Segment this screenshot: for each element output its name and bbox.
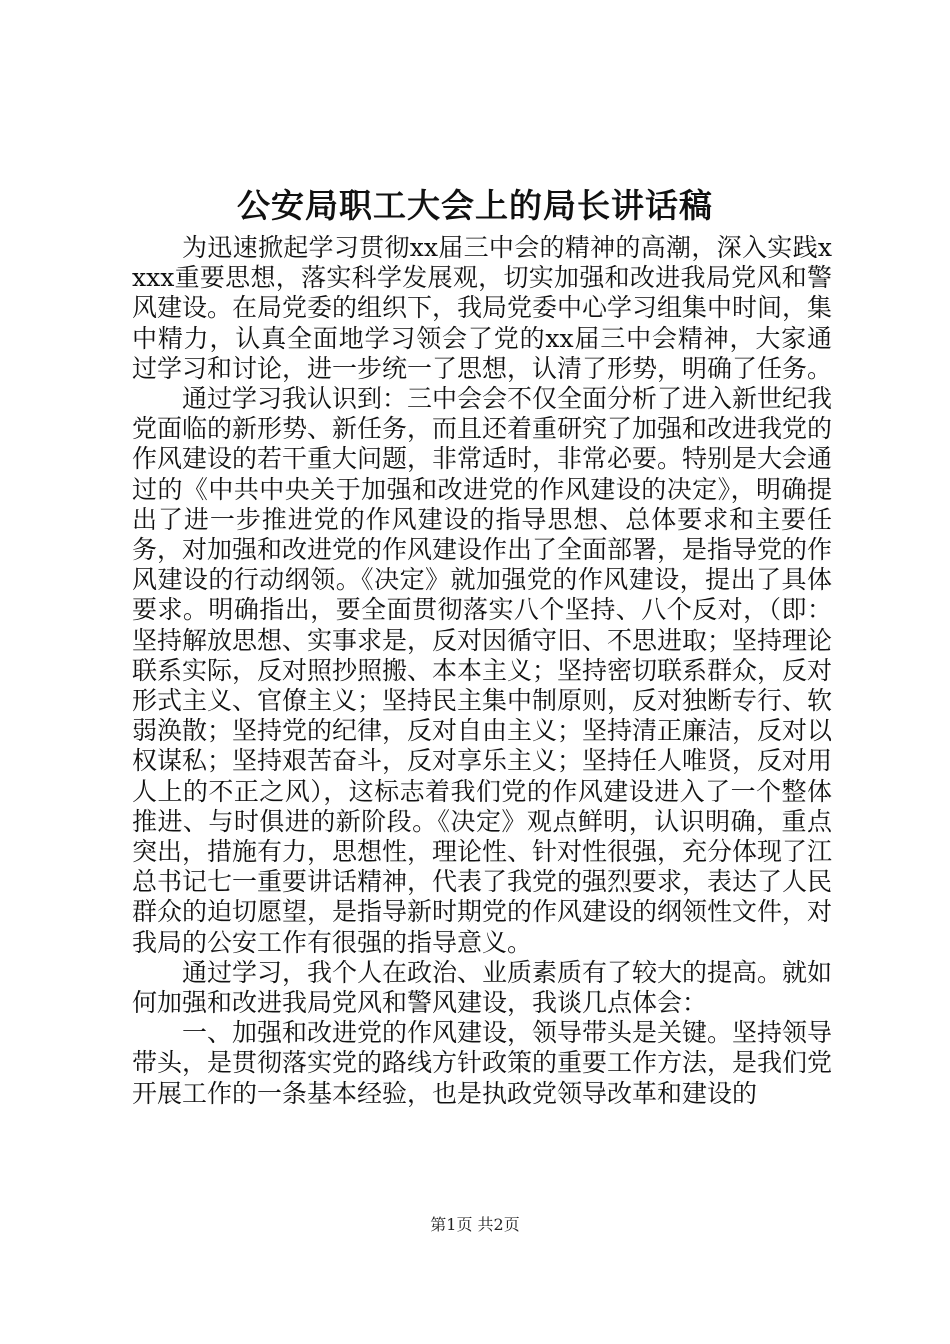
- page-number-footer: 第1页 共2页: [430, 1215, 520, 1234]
- paragraph-1: 为迅速掀起学习贯彻xx届三中会的精神的高潮，深入实践xxxx重要思想，落实科学发展观，切实加强和改进我局党风和警风建设。在局党委的组织下，我局党委中心学习组集中时间，集中精力，认真全面地学习领会了党的xx届三中会精神，大家通过学习和讨论，进一步统一了思想，认清了形势，明确了任务。: [132, 233, 833, 383]
- document-body: [132, 233, 832, 1109]
- paragraph-4: 一、加强和改进党的作风建设，领导带头是关键。坚持领导带头，是贯彻落实党的路线方针政策的重要工作方法，是我们党开展工作的一条基本经验，也是执政党领导改革和建设的: [132, 1018, 833, 1108]
- paragraph-2: 通过学习我认识到：三中会会不仅全面分析了进入新世纪我党面临的新形势、新任务，而且还着重研究了加强和改进我党的作风建设的若干重大问题，非常适时，非常必要。特别是大会通过的《中共中央关于加强和改进党的作风建设的决定》，明确提出了进一步推进党的作风建设的指导思想、总体要求和主要任务，对加强和改进党的作风建设作出了全面部署，是指导党的作风建设的行动纲领。《决定》就加强党的作风建设，提出了具体要求。明确指出，要全面贯彻落实八个坚持、八个反对，（即：坚持解放思想、实事求是，反对因循守旧、不思进取；坚持理论联系实际，反对照抄照搬、本本主义；坚持密切联系群众，反对形式主义、官僚主义；坚持民主集中制原则，反对独断专行、软弱涣散；坚持党的纪律，反对自由主义；坚持清正廉洁，反对以权谋私；坚持艰苦奋斗，反对享乐主义；坚持任人唯贤，反对用人上的不正之风），这标志着我们党的作风建设进入了一个整体推进、与时俱进的新阶段。《决定》观点鲜明，认识明确，重点突出，措施有力，思想性，理论性、针对性很强，充分体现了江总书记七一重要讲话精神，代表了我党的强烈要求，表达了人民群众的迫切愿望，是指导新时期党的作风建设的纲领性文件，对我局的公安工作有很强的指导意义。: [132, 384, 833, 957]
- document-title: 公安局职工大会上的局长讲话稿: [237, 186, 713, 225]
- paragraph-3: 通过学习，我个人在政治、业质素质有了较大的提高。就如何加强和改进我局党风和警风建设，我谈几点体会：: [132, 957, 833, 1018]
